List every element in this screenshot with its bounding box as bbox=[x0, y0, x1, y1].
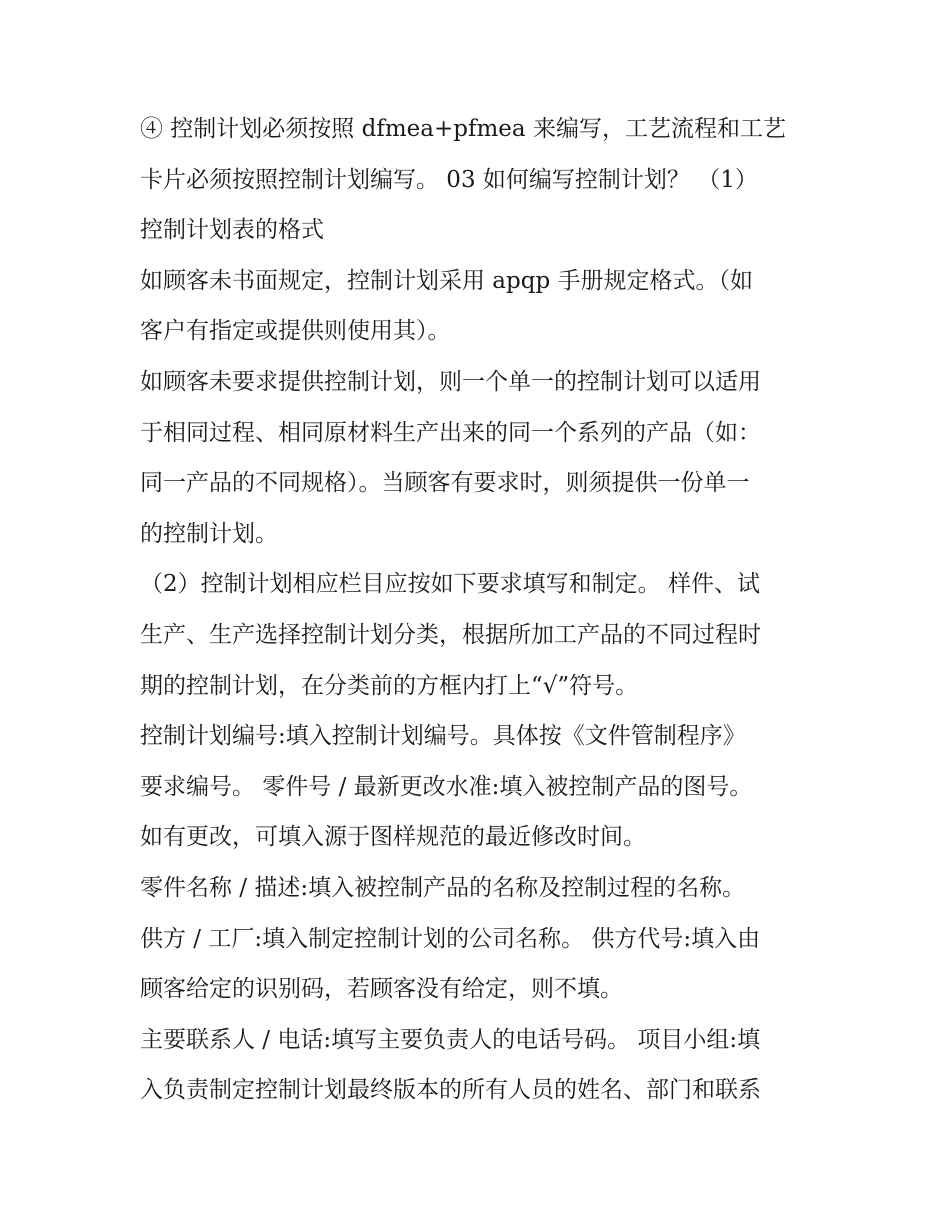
text-line: ④ 控制计划必须按照 dfmea+pfmea 来编写，工艺流程和工艺 bbox=[140, 116, 786, 142]
text-line: 零件名称 / 描述:填入被控制产品的名称及控制过程的名称。 bbox=[140, 874, 746, 901]
text-line: 于相同过程、相同原材料生产出来的同一个系列的产品（如： bbox=[140, 419, 761, 446]
text-line: 如顾客未书面规定，控制计划采用 apqp 手册规定格式。（如 bbox=[140, 267, 754, 294]
text-line: 控制计划表的格式 bbox=[140, 217, 324, 244]
text-line: 同一产品的不同规格）。当顾客有要求时，则须提供一份单一 bbox=[140, 470, 750, 497]
text-line: 控制计划编号:填入控制计划编号。具体按《文件管制程序》 bbox=[140, 723, 746, 750]
text-line: 如有更改，可填入源于图样规范的最近修改时间。 bbox=[140, 824, 646, 851]
text-line: 卡片必须按照控制计划编写。 03 如何编写控制计划？ （1） bbox=[140, 166, 758, 193]
text-line: 主要联系人 / 电话:填写主要负责人的电话号码。 项目小组:填 bbox=[140, 1026, 761, 1053]
text-line: 顾客给定的识别码，若顾客没有给定，则不填。 bbox=[140, 976, 623, 1003]
text-line: 期的控制计划，在分类前的方框内打上“√”符号。 bbox=[140, 672, 639, 699]
body-text bbox=[140, 104, 820, 1116]
text-line: 生产、生产选择控制计划分类，根据所加工产品的不同过程时 bbox=[140, 621, 761, 648]
text-line: 的控制计划。 bbox=[140, 520, 278, 547]
text-line: 入负责制定控制计划最终版本的所有人员的姓名、部门和联系 bbox=[140, 1077, 761, 1104]
text-line: 如顾客未要求提供控制计划，则一个单一的控制计划可以适用 bbox=[140, 368, 761, 395]
text-line: 客户有指定或提供则使用其）。 bbox=[140, 318, 451, 345]
text-line: 供方 / 工厂:填入制定控制计划的公司名称。 供方代号:填入由 bbox=[140, 925, 761, 952]
text-line: （2）控制计划相应栏目应按如下要求填写和制定。 样件、试 bbox=[140, 571, 760, 598]
text-line: 要求编号。 零件号 / 最新更改水准:填入被控制产品的图号。 bbox=[140, 773, 753, 800]
